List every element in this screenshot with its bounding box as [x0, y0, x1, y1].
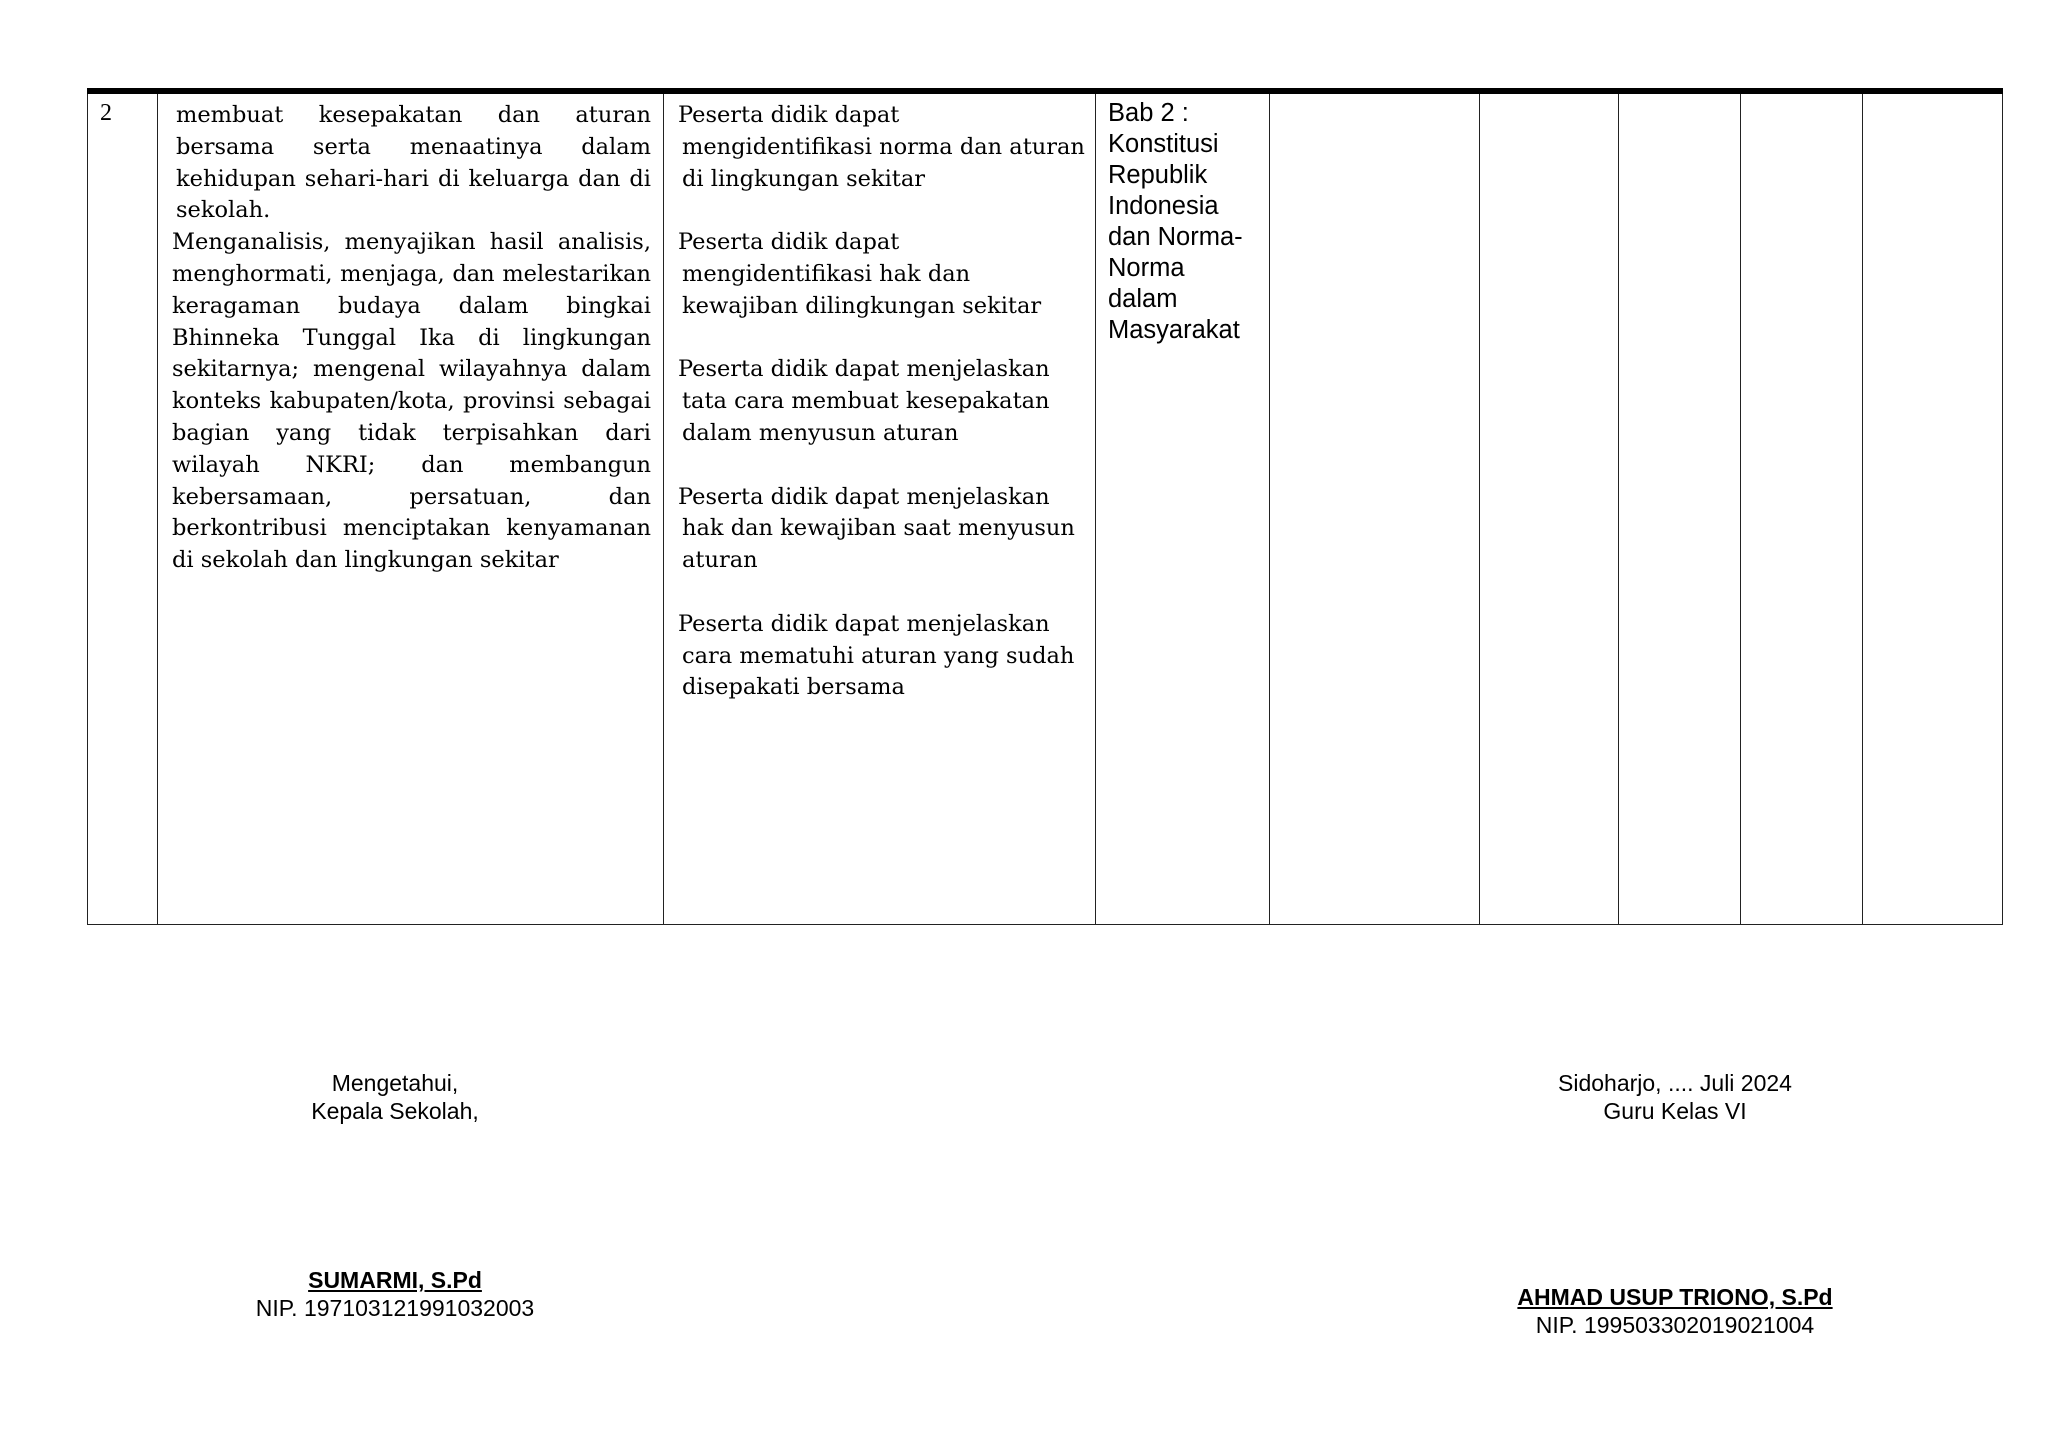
- tujuan-item-rest: mengidentifikasi norma dan aturan di lingkungan sekitar: [682, 133, 1085, 192]
- tujuan-item: [678, 609, 1087, 704]
- tujuan-item-first: Peserta didik dapat: [678, 102, 900, 128]
- tujuan-item-first: Peserta didik dapat: [678, 229, 900, 256]
- principal-nip: NIP. 197103121991032003: [255, 1295, 535, 1321]
- empty-cell: [1741, 91, 1863, 925]
- capaian-pembelajaran-cell: [158, 91, 664, 925]
- tujuan-item: [678, 227, 1087, 322]
- row-number: 2: [88, 91, 158, 925]
- acknowledged-label: Mengetahui,: [331, 1070, 459, 1096]
- teacher-name: AHMAD USUP TRIONO, S.Pd: [1517, 1284, 1833, 1310]
- tujuan-item-first: Peserta didik dapat menjelaskan: [678, 483, 1050, 510]
- tujuan-item: [678, 100, 1087, 195]
- table-row: [88, 91, 2003, 925]
- principal-title: Kepala Sekolah,: [311, 1098, 479, 1124]
- signature-left-header: [200, 1069, 590, 1125]
- tujuan-item-rest: tata cara membuat kesepakatan dalam menyusun aturan: [682, 388, 1050, 446]
- empty-cell: [1619, 91, 1741, 925]
- planning-table: [87, 88, 2003, 925]
- signature-right-header: [1480, 1069, 1870, 1125]
- signature-left-footer: [200, 1266, 590, 1322]
- place-date: Sidoharjo, .... Juli 2024: [1558, 1070, 1792, 1096]
- capaian-paragraph: Menganalisis, menyajikan hasil analisis, menghormati, menjaga, dan melestarikan keragaman budaya dalam bingkai Bhinneka Tunggal Ika di lingkungan sekitarnya; mengenal wilayahnya dalam konteks kabupaten/kota, provinsi sebagai bagian yang tidak terpisahkan dari wilayah NKRI; dan membangun kebersamaan, persatuan, dan berkontribusi menciptakan kenyamanan di sekolah dan lingkungan sekitar: [172, 229, 651, 574]
- tujuan-item-first: Peserta didik dapat menjelaskan: [678, 356, 1050, 383]
- tujuan-item-rest: cara mematuhi aturan yang sudah disepakati bersama: [682, 642, 1075, 701]
- teacher-title: Guru Kelas VI: [1603, 1098, 1747, 1124]
- bab-cell: Bab 2 : Konstitusi Republik Indonesia dan Norma- Norma dalam Masyarakat: [1096, 91, 1270, 925]
- empty-cell: [1270, 91, 1480, 925]
- teacher-nip: NIP. 199503302019021004: [1535, 1312, 1815, 1338]
- tujuan-item-rest: hak dan kewajiban saat menyusun aturan: [682, 515, 1075, 574]
- tujuan-item-first: Peserta didik dapat menjelaskan: [678, 610, 1050, 637]
- empty-cell: [1863, 91, 2003, 925]
- signature-right-footer: [1440, 1283, 1910, 1339]
- tujuan-item: [678, 354, 1087, 449]
- tujuan-item-rest: mengidentifikasi hak dan kewajiban dilingkungan sekitar: [682, 260, 1042, 319]
- tujuan-item: [678, 482, 1087, 577]
- tujuan-pembelajaran-cell: [664, 91, 1096, 925]
- empty-cell: [1480, 91, 1619, 925]
- capaian-paragraph: membuat kesepakatan dan aturan bersama serta menaatinya dalam kehidupan sehari-hari di keluarga dan di sekolah.: [176, 102, 651, 224]
- principal-name: SUMARMI, S.Pd: [308, 1267, 482, 1293]
